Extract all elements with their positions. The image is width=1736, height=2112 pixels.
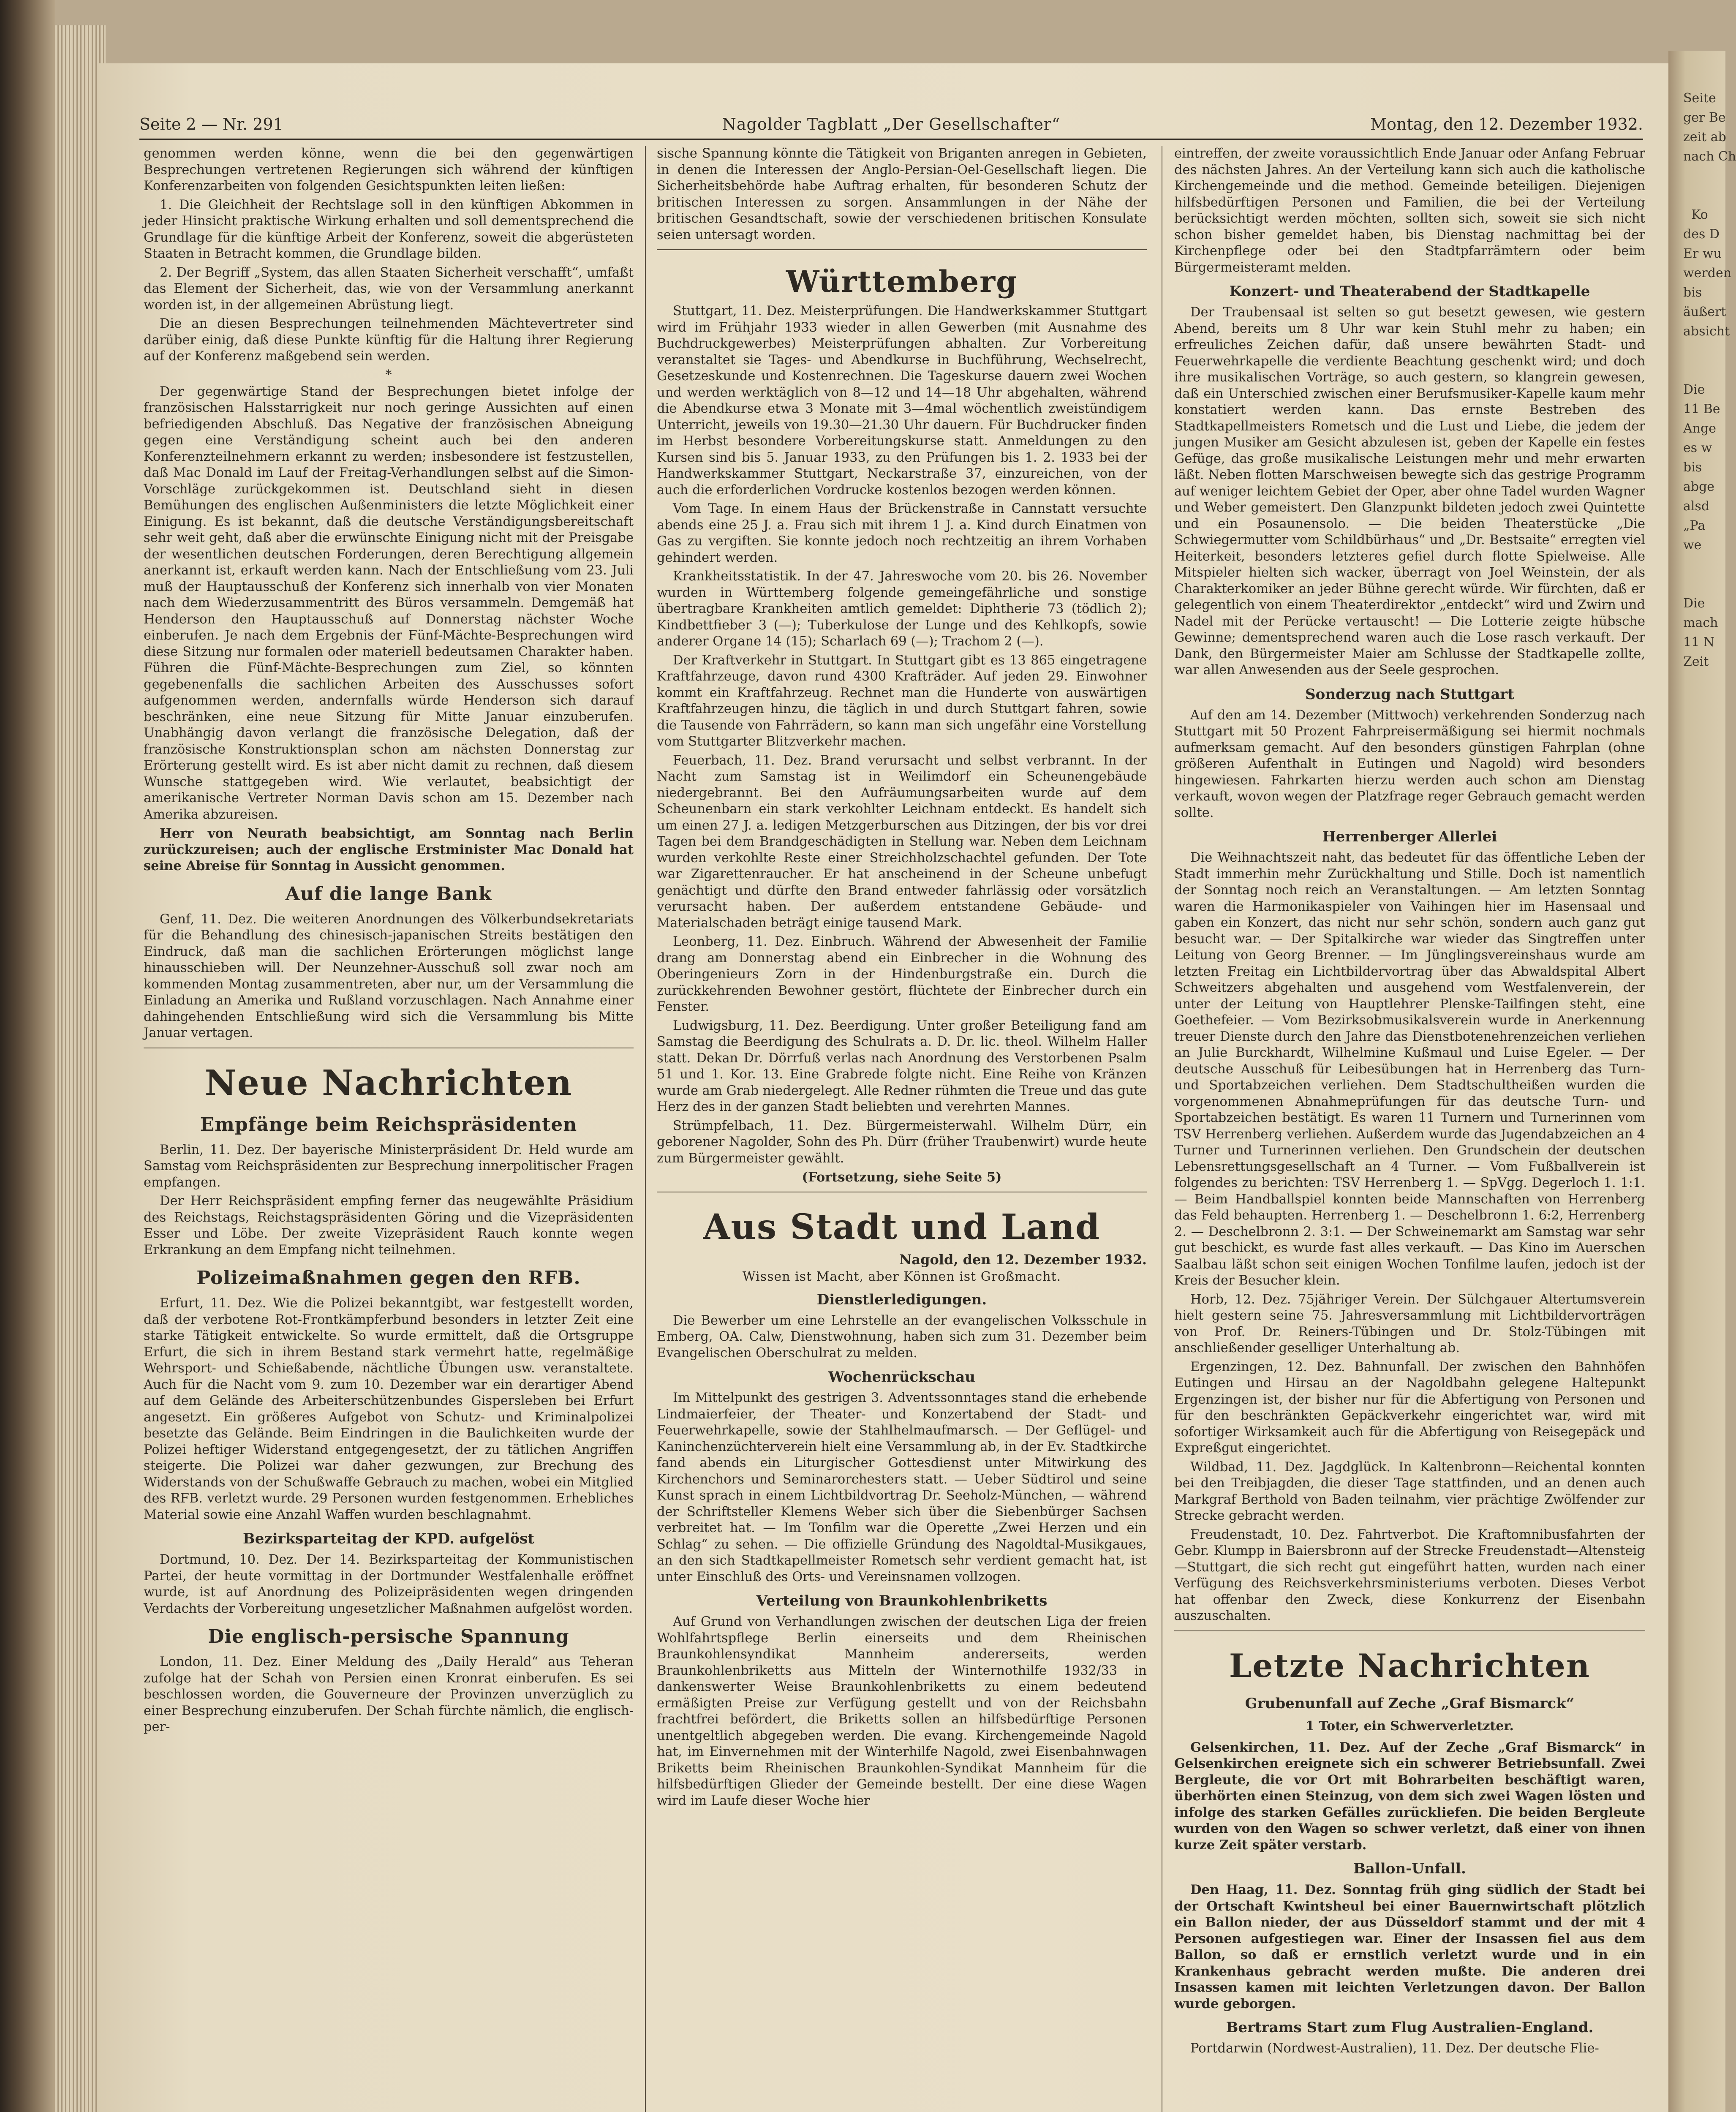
dateline: Nagold, den 12. Dezember 1932. xyxy=(899,1251,1147,1268)
column-2 xyxy=(657,146,1147,2112)
article-paragraph: Portdarwin (Nordwest-Australien), 11. Dez. Der deutsche Flie- xyxy=(1190,2041,1599,2056)
article-paragraph: sische Spannung könnte die Tätigkeit von Briganten anregen in Gebieten, in denen die Interessen der Anglo-Persian-Oel-Gesellschaft liegen. Die Sicherheitsbehörde habe Auftrag erhalten, für besonderen Schutz der britischen Interessen zu sorgen. Ansammlungen in der Nähe der britischen Gesandtschaft, sowie der verschiedenen britischen Konsulate seien untersagt worden. xyxy=(657,146,1147,242)
article-paragraph: Im Mittelpunkt des gestrigen 3. Adventssonntages stand die erhebende Lindmaierfeier, der Theater- und Konzertabend der Stadt- und Feuerwehrkapelle, sowie der Stahlhelmaufmarsch. — Der Geflügel- und Kaninchenzüchterverein hielt eine Versammlung ab, in der Ev. Stadtkirche fand abends ein Liturgischer Gottesdienst unter Mitwirkung des Kirchenchors und Seminarorchesters statt. — Ueber Südtirol und seine Kunst sprach in einem Lichtbildvortrag Dr. Seeholz-München, — während der Schriftsteller Klemens Weber sich über die Siebenbürger Sachsen verbreitet hat. — Im Tonfilm war die Operette „Zwei Herzen und ein Schlag“ zu sehen. — Die offizielle Gründung des Nagoldtal-Musikgaues, an den sich Stadtkapellmeister Rometsch sehr verdient gemacht hat, ist unter Einschluß des Orts- und Vereinsnamen vollzogen. xyxy=(657,1391,1147,1584)
article-paragraph: Horb, 12. Dez. 75jähriger Verein. Der Sülchgauer Altertumsverein hielt gestern seine 75. Jahresversammlung mit Lichtbildervorträgen von Prof. Dr. Reiners-Tübingen und Dr. Stolz-Tübingen mit anschließender geselliger Unterhaltung ab. xyxy=(1174,1292,1645,1355)
adjacent-page-fragment xyxy=(1668,51,1736,2112)
headline-grubenunfall: Grubenunfall auf Zeche „Graf Bismarck“ xyxy=(1245,1695,1575,1712)
article-paragraph: London, 11. Dez. Einer Meldung des „Daily Herald“ aus Teheran zufolge hat der Schah von Persien einen Kronrat einberufen. Es sei beschlossen worden, die Gouverneure der Provinzen unverzüglich zu einer Besprechung einzuberufen. Der Schah fürchte nämlich, die englisch-per- xyxy=(144,1655,634,1734)
headline-dienst: Dienstlerledigungen. xyxy=(816,1291,987,1308)
article-paragraph: Erfurt, 11. Dez. Wie die Polizei bekanntgibt, war festgestellt worden, daß der verbotene Rot-Frontkämpferbund besonders in letzter Zeit eine starke Tätigkeit entwickelte. So wurde ermittelt, daß die Ortsgruppe Erfurt, die sich in ihrem Bestand stark vermehrt hatte, regelmäßige Wehrsport- und Schießabende, nächtliche Übungen usw. veranstaltete. Auch für die Nacht vom 9. zum 10. Dezember war ein derartiger Abend auf dem Gelände des Arbeiterschützenbundes Gispersleben bei Erfurt angesetzt. Ein größeres Aufgebot von Schutz- und Kriminalpolizei besetzte das Gelände. Beim Eindringen in die Baulichkeiten wurde der Polizei heftiger Widerstand entgegengesetzt, der zu tätlichen Angriffen steigerte. Die Polizei war daher gezwungen, zur Brechung des Widerstands von der Schußwaffe Gebrauch zu machen, wobei ein Mitglied des RFB. verletzt wurde. 29 Personen wurden festgenommen. Erhebliches Material sowie eine Anzahl Waffen wurden beschlagnahmt. xyxy=(144,1296,634,1522)
article-paragraph: Die Weihnachtszeit naht, das bedeutet für das öffentliche Leben der Stadt immerhin mehr Zurückhaltung und Stille. Doch ist namentlich der Sonntag noch reich an Veranstaltungen. — Am letzten Sonntag waren die Harmonikaspieler von Vaihingen hier im Hasensaal und gaben ein Konzert, das nicht nur sehr schön, sondern auch ganz gut besucht war. — Der Spitalkirche war wieder das Singtreffen unter Leitung von Georg Brenner. — Im Jünglingsvereinshaus wurde am letzten Freitag ein Lichtbildervortrag über das Abwaldspital Albert Schweitzers abgehalten und ausgehend vom Westfalenverein, der unter der Leitung von Hauptlehrer Plenske-Tailfingen steht, eine Goethefeier. — Vom Bezirksobmusikalsverein wurde in Anerkennung treuer Dienste durch den Jahre das Dienstbotenehrenzeichen verliehen an Julie Burckhardt, Wilhelmine Kußmaul und Luise Egeler. — Der deutsche Ausschuß für Leibesübungen hat in Herrenberg das Turn- und Sportabzeichen verliehen. Dem Stadtschultheißen wurden die vorgenommenen Abnahmeprüfungen für das deutsche Turn- und Sportabzeichen bestätigt. Es waren 11 Turnern und Turnerinnen vom TSV Herrenberg verliehen. Außerdem wurde das Jugendabzeichen an 4 Turner und Turnerinnen verliehen. Den Grundschein der deutschen Lebensrettungsgesellschaft an 4 Turner. — Vom Fußballverein ist folgendes zu berichten: TSV Herrenberg 1. — SpVgg. Degerloch 1. 1:1. — Beim Handballspiel konnten beide Mannschaften von Herrenberg das Feld behaupten. Herrenberg 1. — Deschelbronn 1. 6:2, Herrenberg 2. — Deschelbronn 2. 3:1. — Der Schweinemarkt am Samstag war sehr gut beschickt, es wurde fast alles verkauft. — Das Kino im Auerschen Saalbau läßt schon seit einigen Wochen Tonfilme laufen, jedoch ist der Kreis der Besucher klein. xyxy=(1174,850,1645,1288)
section-headline-neue-nachrichten: Neue Nachrichten xyxy=(204,1062,573,1103)
article-paragraph: Wildbad, 11. Dez. Jagdglück. In Kaltenbronn—Reichental konnten bei den Treibjagden, die dieser Tage stattfinden, und an denen auch Markgraf Berthold von Baden teilnahm, vier prächtige Zwölfender zur Strecke gebracht werden. xyxy=(1174,1459,1645,1523)
article-paragraph: Ergenzingen, 12. Dez. Bahnunfall. Der zwischen den Bahnhöfen Eutingen und Hirsau an der Nagoldbahn gelegene Haltepunkt Ergenzingen ist, der bisher nur für die Abfertigung von Personen und für den beschränkten Gepäckverkehr eingerichtet war, wird mit sofortiger Wirksamkeit auch für die Abfertigung von Reisegepäck und Expreßgut eingerichtet. xyxy=(1174,1359,1645,1456)
headline-polizei: Polizeimaßnahmen gegen den RFB. xyxy=(196,1267,581,1289)
article-paragraph: Berlin, 11. Dez. Der bayerische Ministerpräsident Dr. Held wurde am Samstag vom Reichspräsidenten zur Besprechung innerpolitischer Fragen empfangen. xyxy=(144,1142,634,1190)
article-paragraph: 2. Der Begriff „System, das allen Staaten Sicherheit verschafft“, umfaßt das Element der Sicherheit, das, wie von der Versammlung anerkannt worden ist, in der allgemeinen Abrüstung liegt. xyxy=(144,265,634,313)
headline-persisch: Die englisch-persische Spannung xyxy=(208,1626,569,1647)
article-paragraph: 1. Die Gleichheit der Rechtslage soll in den künftigen Abkommen in jeder Hinsicht praktische Wirkung erhalten und soll dementsprechend die Grundlage für die künftige Arbeit der Konferenz, soweit die abgerüsteten Staaten in Betracht kommen, die Grundlage bilden. xyxy=(144,197,634,261)
headline-kpd: Bezirksparteitag der KPD. aufgelöst xyxy=(243,1530,534,1547)
headline-braunkohle: Verteilung von Braunkohlenbriketts xyxy=(756,1592,1048,1609)
headline-herrenberg: Herrenberger Allerlei xyxy=(1322,828,1497,845)
continuation-note: (Fortsetzung, siehe Seite 5) xyxy=(802,1170,1002,1185)
article-paragraph: Den Haag, 11. Dez. Sonntag früh ging südlich der Stadt bei der Ortschaft Kwintsheul bei einer Bauernwirtschaft plötzlich ein Ballon nieder, der aus Düsseldorf stammt und der mit 4 Personen aufgestiegen war. Einer der Insassen fiel aus dem Ballon, so daß er ernstlich verletzt wurde und in ein Krankenhaus gebracht werden mußte. Die anderen drei Insassen kamen mit leichten Verletzungen davon. Der Ballon wurde geborgen. xyxy=(1174,1882,1645,2011)
article-paragraph: Freudenstadt, 10. Dez. Fahrtverbot. Die Kraftomnibusfahrten der Gebr. Klumpp in Baiersbronn auf der Strecke Freudenstadt—Altensteig—Stuttgart, die sich recht gut eingeführt hatten, wurden nach einer Verfügung des Reichsverkehrsministeriums verboten. Dieses Verbot hat offenbar den Zweck, diese Konkurrenz der Eisenbahn auszuschalten. xyxy=(1174,1527,1645,1623)
book-binding xyxy=(0,0,55,2112)
article-paragraph: Strümpfelbach, 11. Dez. Bürgermeisterwahl. Wilhelm Dürr, ein geborener Nagolder, Sohn des Ph. Dürr (früher Traubenwirt) wurde heute zum Bürgermeister gewählt. xyxy=(657,1118,1147,1166)
column-1 xyxy=(144,146,634,2112)
article-paragraph: Der Traubensaal ist selten so gut besetzt gewesen, wie gestern Abend, bereits um 8 Uhr war kein Stuhl mehr zu haben; ein erfreuliches Zeichen dafür, daß unsere bewährten Stadt- und Feuerwehrkapelle die verdiente Beachtung geschenkt wird; und doch ihre musikalischen Vorträge, so auch gestern, so klangrein gewesen, daß ein Unterschied zwischen einer Berufsmusiker-Kapelle kaum mehr konstatiert werden kann. Das ernste Bestreben des Stadtkapellmeisters Rometsch und die Lust und Liebe, die jedem der jungen Musiker am Gesicht abzulesen ist, geben der Kapelle ein festes Gefüge, das große musikalische Leistungen mehr und mehr erwarten läßt. Neben flotten Marschweisen bewegte sich das gestrige Programm auf weniger leichtem Gebiet der Oper, aber ohne Tadel wurden Wagner und Weber gemeistert. Den Glanzpunkt bildeten jedoch zwei Quintette und ein Posaunensolo. — Die beiden Theaterstücke „Die Schwiegermutter vom Schildbürhaus“ und „Dr. Bestsaite“ erregten viel Heiterkeit, besonders letzteres gefiel durch flotte Spielweise. Alle Mitspieler hielten sich wacker, überragt von Joel Weinstein, der als Charakterkomiker an jeder Bühne gerecht würde. Wir fürchten, daß er gelegentlich von einem Theaterdirektor „entdeckt“ wird und Zwirn und Nadel mit der Perücke vertauscht! — Die Lotterie zeigte hübsche Gewinne; dementsprechend waren auch die Lose rasch verkauft. Der Dank, den Bürgermeister Maier am Schlusse der Stadtkapelle zollte, war allen Anwesenden aus der Seele gesprochen. xyxy=(1174,305,1645,678)
divider xyxy=(1174,1630,1645,1631)
motto: Wissen ist Macht, aber Können ist Großmacht. xyxy=(742,1269,1061,1284)
article-paragraph: Die an diesen Besprechungen teilnehmenden Mächtevertreter sind darüber einig, daß diese Punkte künftig für die Haltung ihrer Regierung auf der Konferenz maßgebend sein werden. xyxy=(144,316,634,364)
subheadline-grubenunfall: 1 Toter, ein Schwerverletzter. xyxy=(1305,1718,1514,1734)
article-paragraph: Die Bewerber um eine Lehrstelle an der evangelischen Volksschule in Emberg, OA. Calw, Dienstwohnung, haben sich zum 31. Dezember beim Evangelischen Oberschulrat zu melden. xyxy=(657,1313,1147,1361)
headline-bank: Auf die lange Bank xyxy=(285,883,492,905)
column-3 xyxy=(1174,146,1645,2112)
article-paragraph: Leonberg, 11. Dez. Einbruch. Während der Abwesenheit der Familie drang am Donnerstag abend ein Einbrecher in die Wohnung des Oberingenieurs Zorn in der Hindenburgstraße ein. Durch die zurückkehrenden Bewohner gestört, flüchtete der Einbrecher durch ein Fenster. xyxy=(657,934,1147,1014)
headline-ballon: Ballon-Unfall. xyxy=(1353,1860,1466,1877)
headline-sonderzug: Sonderzug nach Stuttgart xyxy=(1305,686,1514,703)
article-paragraph: Genf, 11. Dez. Die weiteren Anordnungen des Völkerbundsekretariats für die Behandlung des chinesisch-japanischen Streits bestätigen den Eindruck, daß man die sachlichen Erörterungen möglichst lange hinausschieben will. Der Neunzehner-Ausschuß soll zwar noch am kommenden Montag zusammentreten, aber nur, um der Versammlung die Einladung an Amerika und Rußland vorzuschlagen. Nach Annahme einer dahingehenden Entschließung wird sich die Versammlung bis Mitte Januar vertagen. xyxy=(144,912,634,1040)
column-rule xyxy=(645,146,646,2112)
masthead-title: Nagolder Tagblatt „Der Gesellschafter“ xyxy=(722,115,1061,133)
adjacent-page-text: Seite ger Be zeit ab nach Ch Ko des D Er wu werden bis äußert absicht Die 11 Be Ange es w bis abge alsd „Pa we Die mach 11 N Zeit xyxy=(1683,91,1736,669)
article-paragraph: Ludwigsburg, 11. Dez. Beerdigung. Unter großer Beteiligung fand am Samstag die Beerdigung des Schulrats a. D. Dr. lic. theol. Wilhelm Haller statt. Dekan Dr. Dörrfuß verlas nach Anordnung des Verstorbenen Psalm 51 und 1. Kor. 13. Eine Grabrede folgte nicht. Eine Reihe von Kränzen wurde am Grab niedergelegt. Alle Redner rühmten die Treue und das gute Herz des in der ganzen Stadt beliebten und verehrten Mannes. xyxy=(657,1018,1147,1114)
page-number: Seite 2 — Nr. 291 xyxy=(139,115,283,133)
headline-bertram: Bertrams Start zum Flug Australien-England. xyxy=(1226,2019,1594,2036)
article-paragraph: Feuerbach, 11. Dez. Brand verursacht und selbst verbrannt. In der Nacht zum Samstag ist in Weilimdorf ein Scheunengebäude niedergebrannt. Bei den Aufräumungsarbeiten wurde auf dem Scheunenbarn ein stark verkohlter Leichnam entdeckt. Es handelt sich um einen 27 J. a. ledigen Metzgerburschen aus Ditzingen, der bis vor drei Tagen bei dem Brandgeschädigten in Stellung war. Neben dem Leichnam wurden verkohlte Reste einer Streichholzschachtel gefunden. Der Tote war Zigarettenraucher. Er hat anscheinend in der Scheune unbefugt genächtigt und dürfte den Brand entweder fahrlässig oder vorsätzlich verursacht haben. Der außerdem entstandene Gebäude- und Materialschaden beträgt einige tausend Mark. xyxy=(657,753,1147,931)
running-head xyxy=(139,113,1643,140)
issue-date: Montag, den 12. Dezember 1932. xyxy=(1370,115,1643,133)
headline-konzert: Konzert- und Theaterabend der Stadtkapelle xyxy=(1229,283,1590,300)
separator-asterisk: * xyxy=(385,367,392,382)
section-headline-wuerttemberg: Württemberg xyxy=(786,264,1018,299)
article-paragraph: eintreffen, der zweite voraussichtlich Ende Januar oder Anfang Februar des nächsten Jahres. An der Verteilung kann sich auch die katholische Kirchengemeinde und die method. Gemeinde beteiligen. Diejenigen hilfsbedürftigen Personen und Familien, die bei der Verteilung berücksichtigt werden möchten, sollten sich, soweit sie sich nicht schon bisher gemeldet haben, bis Dienstag nachmittag bei der Kirchenpflege oder bei den Stadtpfarrämtern oder beim Bürgermeisteramt melden. xyxy=(1174,146,1645,275)
article-paragraph: Dortmund, 10. Dez. Der 14. Bezirksparteitag der Kommunistischen Partei, der heute vormittag in der Dortmunder Westfalenhalle eröffnet wurde, ist auf Anordnung des Polizeipräsidenten wegen dringenden Verdachts der Vorbereitung ungesetzlicher Maßnahmen aufgelöst worden. xyxy=(144,1552,634,1616)
article-paragraph: Der gegenwärtige Stand der Besprechungen bietet infolge der französischen Halsstarrigkeit nur noch geringe Aussichten auf einen befriedigenden Abschluß. Das Negative der französischen Abneigung gegen eine Verständigung scheint auch bei den anderen Konferenzteilnehmern erkannt zu werden; insbesondere ist festzustellen, daß Mac Donald im Lauf der Freitag-Verhandlungen selbst auf die Simon-Vorschläge zurückgekommen ist. Deutschland sieht in diesen Bemühungen des englischen Außenministers die letzte Möglichkeit einer Einigung. Es ist bekannt, daß die deutsche Verständigungsbereitschaft sehr weit geht, daß aber die erwünschte Einigung nicht mit der Preisgabe der wesentlichen deutschen Forderungen, deren Berechtigung allgemein anerkannt ist, erkauft werden kann. Nach der Entschließung vom 23. Juli muß der Hauptausschuß der Konferenz sich innerhalb von vier Monaten nach dem Wiederzusammentritt des Büros versammeln. Demgemäß hat Henderson den Hauptausschuß auf Donnerstag nächster Woche einberufen. Je nach dem Ergebnis der Fünf-Mächte-Besprechungen wird diese Sitzung nur formalen oder materiell bedeutsamen Charakter haben. Führen die Fünf-Mächte-Besprechungen zum Ziel, so könnten gegebenenfalls die sachlichen Arbeiten des Ausschusses sofort aufgenommen werden, andernfalls würde Henderson sich darauf beschränken, eine neue Sitzung für Mitte Januar einzuberufen. Unabhängig davon verlangt die französische Delegation, daß der französische Konstruktionsplan schon am nächsten Donnerstag zur Erörterung gestellt wird. Es ist aber nicht damit zu rechnen, daß diesem Wunsche stattgegeben wird. Wie verlautet, beabsichtigt der amerikanische Vertreter Norman Davis schon am 15. Dezember nach Amerika abzureisen. xyxy=(144,384,634,822)
article-paragraph: Krankheitsstatistik. In der 47. Jahreswoche vom 20. bis 26. November wurden in Württemberg folgende gemeingefährliche und sonstige übertragbare Krankheiten amtlich gemeldet: Diphtherie 73 (tödlich 2); Kindbettfieber 3 (—); Tuberkulose der Lunge und des Kehlkopfs, sowie anderer Organe 14 (15); Scharlach 69 (—); Trachom 2 (—). xyxy=(657,569,1147,649)
article-paragraph: genommen werden könne, wenn die bei den gegenwärtigen Besprechungen vertretenen Regierungen sich während der künftigen Konferenzarbeiten von folgenden Gesichtspunkten leiten ließen: xyxy=(144,146,634,193)
article-paragraph: Der Kraftverkehr in Stuttgart. In Stuttgart gibt es 13 865 eingetragene Kraftfahrzeuge, davon rund 4300 Krafträder. Auf jeden 29. Einwohner kommt ein Kraftfahrzeug. Rechnet man die Hunderte von auswärtigen Kraftfahrzeugen hinzu, die täglich in und durch Stuttgart fahren, sowie die Tausende von Fahrrädern, so kann man sich ungefähr eine Vorstellung vom Stuttgarter Blitzverkehr machen. xyxy=(657,653,1147,749)
divider xyxy=(657,249,1147,250)
article-paragraph: Herr von Neurath beabsichtigt, am Sonntag nach Berlin zurückzureisen; auch der englische Erstminister Mac Donald hat seine Abreise für Sonntag in Aussicht genommen. xyxy=(144,826,634,874)
headline-wochenrueckschau: Wochenrückschau xyxy=(828,1369,976,1385)
article-paragraph: Der Herr Reichspräsident empfing ferner das neugewählte Präsidium des Reichstags, Reichstagspräsidenten Göring und die Vizepräsidenten Esser und Löbe. Der zweite Vizepräsident Rauch konnte wegen Erkrankung an dem Empfang nicht teilnehmen. xyxy=(144,1194,634,1257)
headline-empfaenge: Empfänge beim Reichspräsidenten xyxy=(200,1113,577,1135)
article-paragraph: Auf den am 14. Dezember (Mittwoch) verkehrenden Sonderzug nach Stuttgart mit 50 Prozent Fahrpreisermäßigung sei hiermit nochmals aufmerksam gemacht. Auf den besonders günstigen Fahrplan (ohne größeren Aufenthalt in Eutingen und Nagold) wird besonders hingewiesen. Fahrkarten hierzu werden auch schon am Dienstag verkauft, wovon wegen der Platzfrage reger Gebrauch gemacht werden sollte. xyxy=(1174,708,1645,820)
section-headline-letzte-nachrichten: Letzte Nachrichten xyxy=(1229,1647,1591,1685)
article-paragraph: Auf Grund von Verhandlungen zwischen der deutschen Liga der freien Wohlfahrtspflege Berlin einerseits und dem Rheinischen Braunkohlensyndikat Mannheim andererseits, werden Braunkohlenbriketts aus Mitteln der Winternothilfe 1932/33 in dankenswerter Weise Braunkohlenbriketts zu einem bedeutend ermäßigten Preise zur Verfügung gestellt und von der Reichsbahn frachtfrei befördert, die Briketts sollen an hilfsbedürftige Personen unentgeltlich abgegeben werden. Die evang. Kirchengemeinde Nagold hat, im Einvernehmen mit der Winterhilfe Nagold, zwei Eisenbahnwagen Briketts beim Rheinischen Braunkohlen-Syndikat Mannheim für die hilfsbedürftigen Glieder der Gemeinde bestellt. Der eine diese Wagen wird im Laufe dieser Woche hier xyxy=(657,1614,1147,1808)
article-paragraph: Vom Tage. In einem Haus der Brückenstraße in Cannstatt versuchte abends eine 25 J. a. Frau sich mit ihrem 1 J. a. Kind durch Einatmen von Gas zu vergiften. Sie konnte jedoch noch rechtzeitig an ihrem Vorhaben gehindert werden. xyxy=(657,501,1147,565)
section-headline-stadt-und-land: Aus Stadt und Land xyxy=(703,1206,1101,1247)
article-paragraph: Gelsenkirchen, 11. Dez. Auf der Zeche „Graf Bismarck“ in Gelsenkirchen ereignete sich ein schwerer Betriebsunfall. Zwei Bergleute, die vor Ort mit Bohrarbeiten beschäftigt waren, überhörten einen Steinzug, von dem sich zwei Wagen lösten und infolge des starken Gefälles zurückliefen. Die beiden Bergleute wurden von den Wagen so schwer verletzt, daß einer von ihnen kurze Zeit später verstarb. xyxy=(1174,1739,1645,1853)
article-paragraph: Stuttgart, 11. Dez. Meisterprüfungen. Die Handwerkskammer Stuttgart wird im Frühjahr 1933 wieder in allen Gewerben (mit Ausnahme des Buchdruckgewerbes) Meisterprüfungen abhalten. Zur Vorbereitung veranstaltet sie Tages- und Abendkurse in Buchführung, Wechselrecht, Gesetzeskunde und Kostenrechnen. Die Tageskurse dauern zwei Wochen und werden werktäglich von 8—12 und 14—18 Uhr abgehalten, während die Abendkurse etwa 3 Monate mit 3—4mal wöchentlich zweistündigem Unterricht, jeweils von 19.30—21.30 Uhr dauern. Für Buchdrucker finden im Herbst besondere Vorbereitungskurse statt. Anmeldungen zu den Kursen sind bis 5. Januar 1933, zu den Prüfungen bis 1. 2. 1933 bei der Handwerkskammer Stuttgart, Neckarstraße 37, einzureichen, von der auch die erforderlichen Vordrucke kostenlos bezogen werden können. xyxy=(657,304,1147,498)
